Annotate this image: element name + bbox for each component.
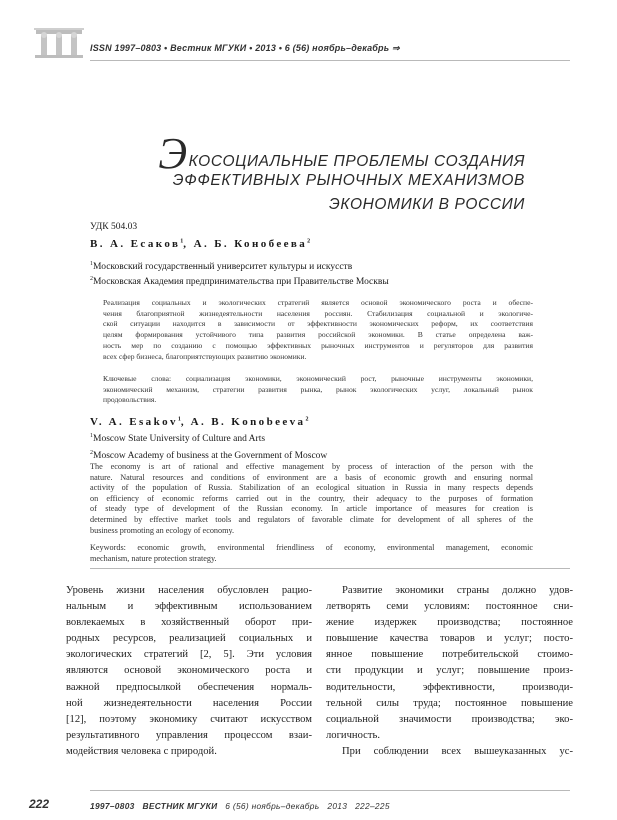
aff-1-ru-sup: 1 [90, 261, 93, 267]
body-line: тельной силы труда; постоянное повышение [326, 697, 573, 709]
footer-pages: 222–225 [355, 801, 390, 811]
footer-journal: ВЕСТНИК МГУКИ [142, 801, 218, 811]
abstract-en-line: determined by effective market tools and regulators of favorable climate for development of all spheres of the [90, 514, 533, 524]
page-number: 222 [29, 797, 50, 811]
body-line: вовлекаемых в хозяйственный оборот при- [66, 617, 312, 629]
aff-2-en-text: Moscow Academy of business at the Government of Moscow [93, 451, 328, 462]
affiliation-2-en [90, 450, 327, 461]
body-line: водительности, эффективности, производи- [326, 681, 573, 693]
keywords-en-line: mechanism, nature protection strategy. [90, 553, 217, 563]
abstract-divider [90, 568, 570, 569]
abstract-ru-line: чения благоприятной жизнедеятельности населения россиян. Стабилизация социальной и экологиче- [103, 308, 533, 318]
body-line: Уровень жизни населения обусловлен рацио- [66, 585, 312, 596]
body-line: модействия человека с природой. [66, 745, 217, 757]
affiliation-1-en [90, 433, 265, 444]
header-divider [90, 60, 570, 61]
abstract-ru [103, 298, 533, 362]
body-column-right [326, 583, 573, 760]
body-line: логичность. [326, 729, 380, 741]
footer-year: 2013 [327, 801, 348, 811]
abstract-ru-line: ность мер по созданию с помощью эффективных рыночных инструментов и регуляторов для развития [103, 340, 533, 350]
footer-divider [90, 790, 570, 791]
body-line: родных ресурсов, реализацией социальных и [66, 633, 312, 645]
body-line: результативного управления процессом взаи- [66, 729, 312, 741]
body-column-left [66, 583, 312, 760]
author-separator: , [183, 238, 194, 250]
body-line: повышение качества товаров и услуг; посто- [326, 633, 573, 645]
abstract-ru-line: целям формирования устойчивого типа развития российской экономики. В статье определена важ- [103, 330, 533, 340]
author-2-ru: А. Б. Конобеева [193, 238, 308, 250]
abstract-en-line: business promoting an ecology of economy. [90, 525, 235, 535]
keywords-ru-line: продовольствия. [103, 395, 157, 405]
body-line: Развитие экономики страны должно удов- [342, 585, 573, 596]
body-line: [12], поэтому экономику считают искусством [66, 713, 312, 725]
body-line: жение издержек производства; постоянное [326, 617, 573, 629]
abstract-en-line: of steady type of development of the Russian economy. In article importance of measures for creation is [90, 504, 533, 514]
article-title-line-1 [158, 129, 525, 178]
aff-2-ru-text: Московская Академия предпринимательства при Правительстве Москвы [93, 277, 389, 288]
body-line: важной предпосылкой обеспечения нормаль- [66, 681, 312, 693]
abstract-en-line: activity of the population of Russia. Stabilization of an ecological situation in Russia in many respects depends [90, 483, 533, 493]
author-2-en: A. B. Konobeeva [190, 416, 306, 428]
body-line: социальной значимости производства; эко- [326, 713, 573, 725]
title-drop-cap: Э [158, 129, 188, 178]
abstract-en-line: The economy is art of rational and effective management by process of interaction of the person with the [90, 462, 533, 471]
author-2-ru-sup: 2 [307, 238, 311, 245]
author-separator: , [180, 416, 191, 428]
author-1-ru-sup: 1 [180, 238, 184, 245]
author-1-en-sup: 1 [177, 416, 181, 423]
authors-ru [90, 238, 310, 250]
keywords-ru [103, 374, 533, 406]
journal-logo-columns-icon [30, 27, 88, 59]
footer-issn: 1997–0803 [90, 801, 135, 811]
keywords-ru-line: Ключевые слова: социализация экономики, экономический рост, рыночные инструменты экономики, [103, 374, 533, 383]
aff-1-en-text: Moscow State University of Culture and Arts [93, 434, 266, 445]
aff-1-ru-text: Московский государственный университет культуры и искусств [93, 262, 353, 273]
keywords-en-line: Keywords: economic growth, environmental friendliness of economy, environmental management, economic [90, 543, 533, 552]
aff-1-en-sup: 1 [90, 433, 93, 439]
body-line: ной жизнедеятельности населения России [66, 697, 312, 709]
abstract-ru-line: всех сфер бизнеса, благоприятствующих развитию экономики. [103, 351, 307, 361]
affiliation-1-ru [90, 261, 352, 272]
title-line-1-text: КОСОЦИАЛЬНЫЕ ПРОБЛЕМЫ СОЗДАНИЯ [188, 153, 525, 170]
authors-en [90, 416, 308, 428]
affiliation-2-ru [90, 276, 389, 287]
aff-2-en-sup: 2 [90, 450, 93, 456]
body-line: сти продукции и услуг; повышение произ- [326, 665, 573, 677]
author-1-en: V. A. Esakov [90, 416, 178, 428]
body-line: экологических стратегий [2, 5]. Эти условия [66, 649, 312, 661]
abstract-ru-line: Реализация социальных и экологических стратегий является основой экономического роста и обеспе- [103, 298, 533, 307]
body-line: янное повышение потребительской стоимо- [326, 649, 573, 661]
footer-issue: 6 (56) ноябрь–декабрь [225, 801, 320, 811]
running-header: ISSN 1997–0803 • Вестник МГУКИ • 2013 • 6 (56) ноябрь–декабрь ⇒ [90, 43, 400, 53]
running-footer [90, 801, 390, 811]
abstract-en-line: on efficiency of economic reforms carried out in the country, their adequacy to the purposes of formation [90, 493, 533, 503]
body-line: При соблюдении всех вышеуказанных ус- [342, 745, 573, 757]
body-line: летворять семи условиям: постоянное сни- [326, 601, 573, 613]
abstract-en-line: nature. Natural resources and conditions of environment are a basis of economic growth and ensuring normal [90, 472, 533, 482]
keywords-en [90, 543, 533, 564]
article-title-line-3: ЭКОНОМИКИ В РОССИИ [329, 196, 525, 213]
article-title-line-2: ЭФФЕКТИВНЫХ РЫНОЧНЫХ МЕХАНИЗМОВ [172, 172, 525, 189]
body-line: нальным и эффективным использованием [66, 601, 312, 613]
author-1-ru: В. А. Есаков [90, 238, 181, 250]
author-2-en-sup: 2 [305, 416, 309, 423]
abstract-ru-line: ской ситуации находится в зависимости от эффективности экономических реформ, их соответствия [103, 319, 533, 329]
udk-code: УДК 504.03 [90, 222, 138, 232]
abstract-en [90, 462, 533, 536]
body-line: являются основой экономического роста и [66, 665, 312, 677]
keywords-ru-line: экономический механизм, стратегии развития рынка, рынок экологических услуг, локальный рынок [103, 384, 533, 394]
aff-2-ru-sup: 2 [90, 276, 93, 282]
